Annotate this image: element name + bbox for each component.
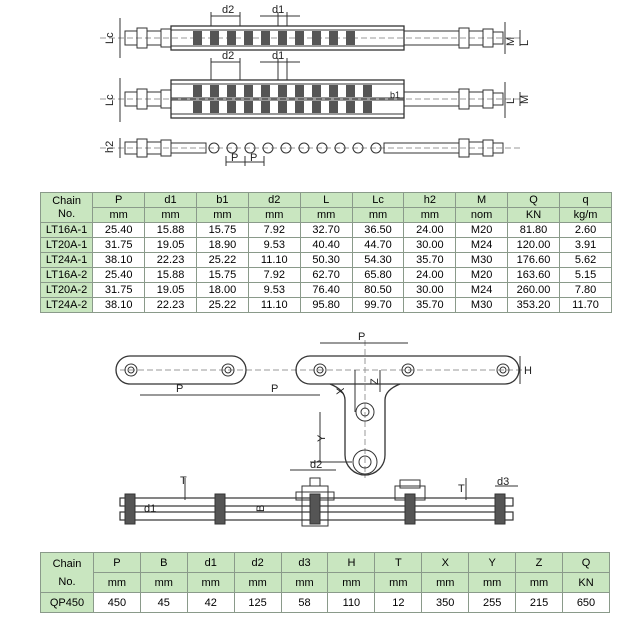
column-header: B <box>140 553 187 573</box>
unit-cell: mm <box>140 573 187 593</box>
units-row <box>41 573 610 593</box>
chain-no-cell: LT16A-1 <box>41 223 93 238</box>
label-t-left: T <box>180 475 187 487</box>
value-cell: 45 <box>140 593 187 613</box>
value-cell: 50.30 <box>300 253 352 268</box>
value-cell: 22.23 <box>145 298 197 313</box>
value-cell: 163.60 <box>507 268 559 283</box>
column-header: Z <box>516 553 563 573</box>
label-m-mid: M <box>519 94 531 104</box>
label-m-top: M <box>505 36 517 46</box>
value-cell: M30 <box>456 298 508 313</box>
column-header: b1 <box>196 193 248 208</box>
label-p-plate-top: P <box>358 331 366 343</box>
unit-cell: KN <box>507 208 559 223</box>
unit-cell: mm <box>328 573 375 593</box>
value-cell: 76.40 <box>300 283 352 298</box>
chain-header-line1: Chain <box>52 557 82 570</box>
value-cell: 11.10 <box>248 298 300 313</box>
column-header: d1 <box>145 193 197 208</box>
unit-cell: mm <box>248 208 300 223</box>
unit-cell: mm <box>187 573 234 593</box>
value-cell: 176.60 <box>507 253 559 268</box>
column-header: H <box>328 553 375 573</box>
double-strand-view <box>100 58 520 122</box>
value-cell: 30.00 <box>404 238 456 253</box>
value-cell: 125 <box>234 593 281 613</box>
label-b-plate: B <box>255 504 267 512</box>
value-cell: 31.75 <box>93 283 145 298</box>
value-cell: 31.75 <box>93 238 145 253</box>
value-cell: 15.88 <box>145 223 197 238</box>
unit-cell: KN <box>563 573 610 593</box>
label-lc-top: Lc <box>104 32 116 44</box>
column-header: T <box>375 553 422 573</box>
label-p2-bot: P <box>250 152 258 164</box>
table-row <box>41 268 612 283</box>
value-cell: 32.70 <box>300 223 352 238</box>
value-cell: 11.70 <box>560 298 612 313</box>
column-header: d2 <box>234 553 281 573</box>
value-cell: 2.60 <box>560 223 612 238</box>
value-cell: 24.00 <box>404 223 456 238</box>
label-l-top: L <box>519 39 531 46</box>
table-row <box>41 253 612 268</box>
unit-cell: mm <box>469 573 516 593</box>
value-cell: 25.40 <box>93 268 145 283</box>
unit-cell: mm <box>234 573 281 593</box>
value-cell: 18.90 <box>196 238 248 253</box>
chain-no-cell: LT20A-1 <box>41 238 93 253</box>
chain-no-header <box>41 553 94 593</box>
unit-cell: mm <box>145 208 197 223</box>
value-cell: 7.92 <box>248 223 300 238</box>
label-t-right: T <box>458 483 465 495</box>
table-row <box>41 298 612 313</box>
column-header: Q <box>507 193 559 208</box>
value-cell: 95.80 <box>300 298 352 313</box>
chain-header-line2: No. <box>58 575 76 588</box>
value-cell: 35.70 <box>404 253 456 268</box>
label-d3-plate: d3 <box>497 476 510 488</box>
value-cell: 3.91 <box>560 238 612 253</box>
value-cell: 15.88 <box>145 268 197 283</box>
value-cell: 5.62 <box>560 253 612 268</box>
value-cell: 110 <box>328 593 375 613</box>
value-cell: 19.05 <box>145 283 197 298</box>
units-row <box>41 208 612 223</box>
value-cell: 120.00 <box>507 238 559 253</box>
value-cell: 80.50 <box>352 283 404 298</box>
label-x-plate: X <box>335 387 347 395</box>
value-cell: 15.75 <box>196 223 248 238</box>
value-cell: 9.53 <box>248 283 300 298</box>
value-cell: 25.40 <box>93 223 145 238</box>
unit-cell: kg/m <box>560 208 612 223</box>
value-cell: 40.40 <box>300 238 352 253</box>
chain-no-cell: LT16A-2 <box>41 268 93 283</box>
label-d2-top: d2 <box>222 4 235 16</box>
label-d1-mid: d1 <box>272 50 285 62</box>
column-header: Lc <box>352 193 404 208</box>
value-cell: M20 <box>456 268 508 283</box>
value-cell: 260.00 <box>507 283 559 298</box>
column-header: h2 <box>404 193 456 208</box>
value-cell: 30.00 <box>404 283 456 298</box>
value-cell: 215 <box>516 593 563 613</box>
side-view <box>100 138 520 166</box>
column-header: X <box>422 553 469 573</box>
label-d2-mid: d2 <box>222 50 235 62</box>
unit-cell: mm <box>93 573 140 593</box>
header-row <box>41 193 612 208</box>
value-cell: 15.75 <box>196 268 248 283</box>
value-cell: 11.10 <box>248 253 300 268</box>
label-p-plate-mid: P <box>271 383 279 395</box>
value-cell: 7.80 <box>560 283 612 298</box>
label-d1-top: d1 <box>272 4 285 16</box>
single-strand-view <box>100 12 520 58</box>
value-cell: 353.20 <box>507 298 559 313</box>
column-header: L <box>300 193 352 208</box>
label-z-plate: Z <box>369 378 381 385</box>
table-row <box>41 283 612 298</box>
chain-header-line2: No. <box>58 207 76 220</box>
chain-no-cell: QP450 <box>41 593 94 613</box>
column-header: P <box>93 553 140 573</box>
attachment-plate-view <box>116 340 530 526</box>
value-cell: 35.70 <box>404 298 456 313</box>
table-row <box>41 238 612 253</box>
value-cell: 58 <box>281 593 328 613</box>
qp-chain-spec-table <box>40 552 610 613</box>
unit-cell: mm <box>422 573 469 593</box>
unit-cell: mm <box>281 573 328 593</box>
unit-cell: mm <box>93 208 145 223</box>
value-cell: 25.22 <box>196 298 248 313</box>
unit-cell: mm <box>352 208 404 223</box>
value-cell: 36.50 <box>352 223 404 238</box>
value-cell: 42 <box>187 593 234 613</box>
value-cell: 44.70 <box>352 238 404 253</box>
label-h2-bot: h2 <box>104 140 116 153</box>
column-header: q <box>560 193 612 208</box>
value-cell: 7.92 <box>248 268 300 283</box>
table-row <box>41 223 612 238</box>
unit-cell: mm <box>375 573 422 593</box>
chain-no-cell: LT24A-2 <box>41 298 93 313</box>
value-cell: M24 <box>456 283 508 298</box>
column-header: d3 <box>281 553 328 573</box>
label-d2-plate: d2 <box>310 459 323 471</box>
value-cell: 54.30 <box>352 253 404 268</box>
chain-header-line1: Chain <box>52 194 81 207</box>
unit-cell: mm <box>516 573 563 593</box>
value-cell: 9.53 <box>248 238 300 253</box>
unit-cell: nom <box>456 208 508 223</box>
value-cell: 255 <box>469 593 516 613</box>
value-cell: M24 <box>456 238 508 253</box>
label-p-plate-left: P <box>176 383 184 395</box>
value-cell: 38.10 <box>93 298 145 313</box>
label-lc-mid: Lc <box>104 94 116 106</box>
value-cell: 350 <box>422 593 469 613</box>
lt-chain-spec-table <box>40 192 612 313</box>
value-cell: 62.70 <box>300 268 352 283</box>
value-cell: 650 <box>563 593 610 613</box>
value-cell: 65.80 <box>352 268 404 283</box>
label-h-plate: H <box>524 365 532 377</box>
value-cell: 99.70 <box>352 298 404 313</box>
label-d1-plate: d1 <box>144 503 157 515</box>
column-header: M <box>456 193 508 208</box>
value-cell: 24.00 <box>404 268 456 283</box>
column-header: Q <box>563 553 610 573</box>
header-row <box>41 553 610 573</box>
value-cell: 450 <box>93 593 140 613</box>
value-cell: 5.15 <box>560 268 612 283</box>
label-y-plate: Y <box>316 434 328 442</box>
label-p1-bot: P <box>231 152 239 164</box>
value-cell: 19.05 <box>145 238 197 253</box>
column-header: d1 <box>187 553 234 573</box>
value-cell: 38.10 <box>93 253 145 268</box>
value-cell: 12 <box>375 593 422 613</box>
chain-no-header <box>41 193 93 223</box>
table-row <box>41 593 610 613</box>
value-cell: 25.22 <box>196 253 248 268</box>
value-cell: 22.23 <box>145 253 197 268</box>
chain-no-cell: LT24A-1 <box>41 253 93 268</box>
column-header: d2 <box>248 193 300 208</box>
label-b1-mid: b1 <box>390 90 401 100</box>
unit-cell: mm <box>404 208 456 223</box>
value-cell: 81.80 <box>507 223 559 238</box>
label-l-mid: L <box>505 97 517 104</box>
unit-cell: mm <box>196 208 248 223</box>
column-header: Y <box>469 553 516 573</box>
value-cell: 18.00 <box>196 283 248 298</box>
chain-no-cell: LT20A-2 <box>41 283 93 298</box>
column-header: P <box>93 193 145 208</box>
value-cell: M30 <box>456 253 508 268</box>
unit-cell: mm <box>300 208 352 223</box>
value-cell: M20 <box>456 223 508 238</box>
